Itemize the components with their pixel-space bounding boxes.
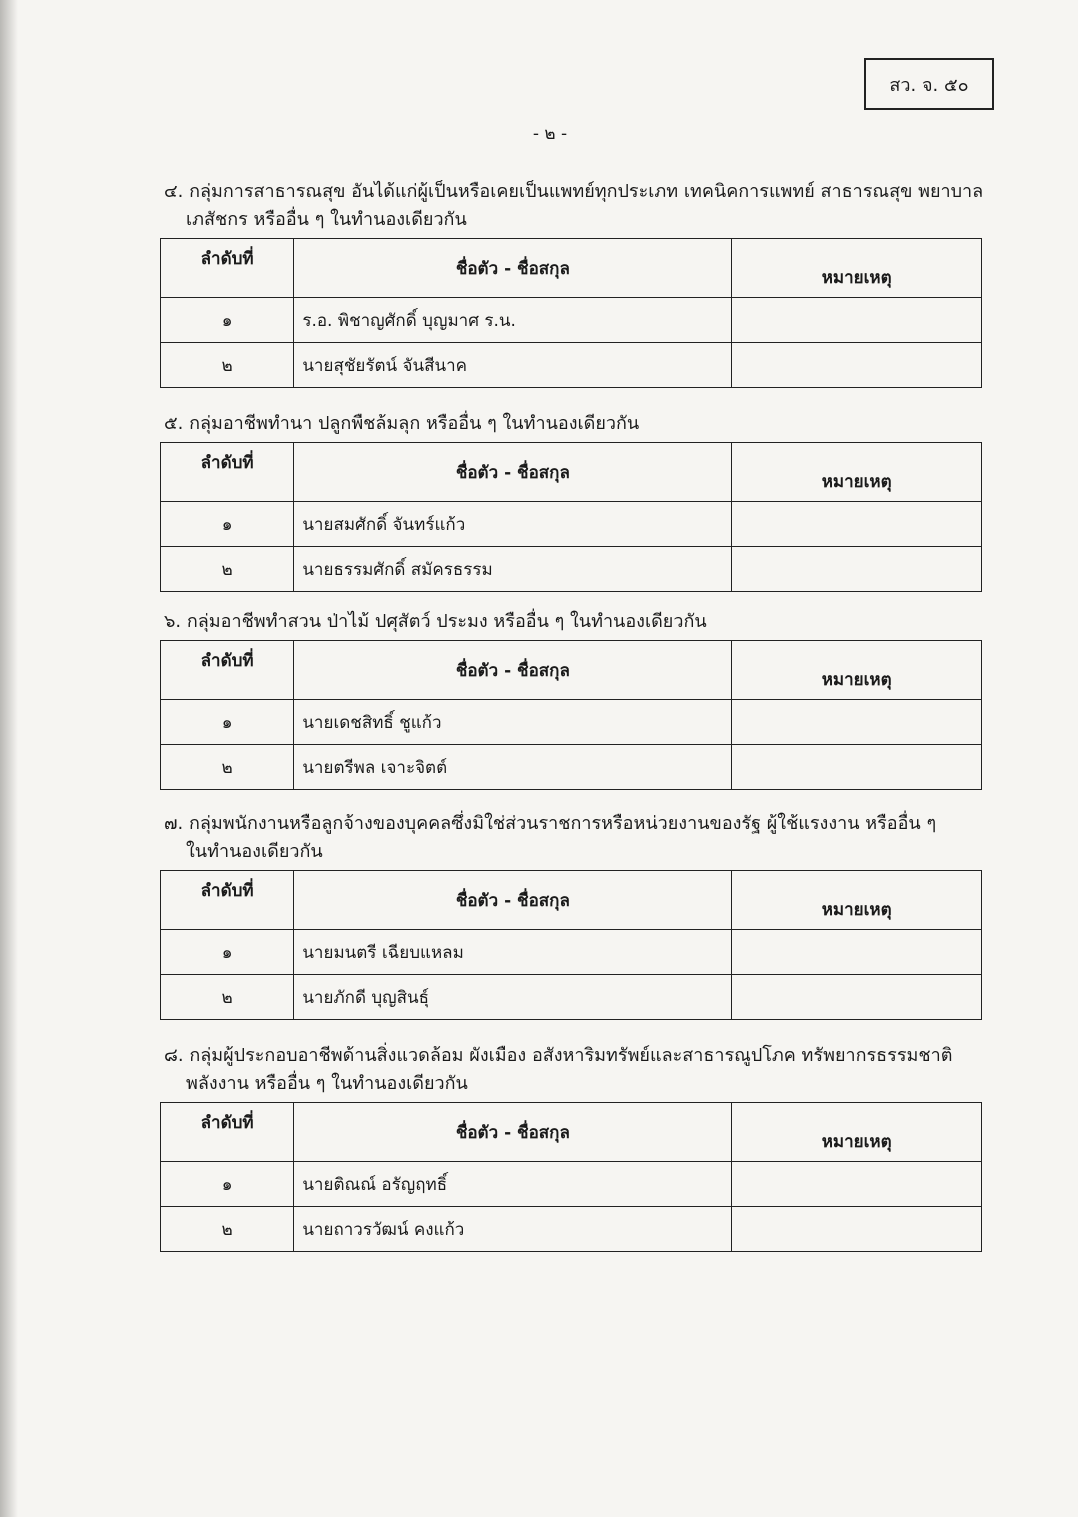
section-title-line2: เภสัชกร หรืออื่น ๆ ในทำนองเดียวกัน [186,209,467,230]
header-remark: หมายเหตุ [732,641,982,700]
header-name: ชื่อตัว - ชื่อสกุล [294,239,732,298]
cell-order: ๒ [161,975,294,1020]
cell-remark [732,298,982,343]
table-row [161,975,982,1020]
header-name: ชื่อตัว - ชื่อสกุล [294,443,732,502]
table-row [161,502,982,547]
header-order: ลำดับที่ [161,641,294,700]
cell-name: นายสมศักดิ์ จันทร์แก้ว [294,502,732,547]
table-row [161,700,982,745]
member-table [160,238,982,388]
cell-remark [732,700,982,745]
table-row [161,745,982,790]
header-remark: หมายเหตุ [732,871,982,930]
page-number: - ๒ - [532,124,568,144]
cell-name: นายตรีพล เจาะจิตต์ [294,745,732,790]
cell-order: ๑ [161,298,294,343]
section-title-line1: ๖. กลุ่มอาชีพทำสวน ป่าไม้ ปศุสัตว์ ประมง หรืออื่น ๆ ในทำนองเดียวกัน [164,611,707,632]
cell-remark [732,343,982,388]
section-title [164,410,988,438]
cell-order: ๑ [161,502,294,547]
section-title-line1: ๔. กลุ่มการสาธารณสุข อันได้แก่ผู้เป็นหรือเคยเป็นแพทย์ทุกประเภท เทคนิคการแพทย์ สาธารณสุข พยาบาล [164,181,984,202]
section-title-line1: ๗. กลุ่มพนักงานหรือลูกจ้างของบุคคลซึ่งมิใช่ส่วนราชการหรือหน่วยงานของรัฐ ผู้ใช้แรงงาน หรืออื่น ๆ [164,813,937,834]
table-row [161,343,982,388]
header-order: ลำดับที่ [161,871,294,930]
cell-remark [732,1207,982,1252]
cell-order: ๑ [161,700,294,745]
header-remark: หมายเหตุ [732,1103,982,1162]
header-order: ลำดับที่ [161,239,294,298]
cell-order: ๒ [161,343,294,388]
table-header-row [161,641,982,700]
section-6 [160,608,988,790]
member-table [160,870,982,1020]
member-table [160,442,982,592]
cell-remark [732,930,982,975]
page-edge-shadow [0,0,18,1517]
section-title-line1: ๘. กลุ่มผู้ประกอบอาชีพด้านสิ่งแวดล้อม ผังเมือง อสังหาริมทรัพย์และสาธารณูปโภค ทรัพยากรธรรมชาติ [164,1045,953,1066]
section-title [164,608,988,636]
cell-order: ๒ [161,1207,294,1252]
cell-order: ๒ [161,745,294,790]
cell-name: นายสุชัยรัตน์ จันสีนาค [294,343,732,388]
section-4 [160,178,988,388]
cell-remark [732,1162,982,1207]
cell-remark [732,975,982,1020]
table-row [161,1162,982,1207]
cell-remark [732,502,982,547]
member-table [160,640,982,790]
cell-name: นายมนตรี เฉียบแหลม [294,930,732,975]
cell-name: นายติณณ์ อรัญฤทธิ์ [294,1162,732,1207]
header-remark: หมายเหตุ [732,443,982,502]
section-7 [160,810,988,1020]
cell-name: ร.อ. พิชาญศักดิ์ บุญมาศ ร.น. [294,298,732,343]
section-title-line2: ในทำนองเดียวกัน [186,841,323,862]
section-8 [160,1042,988,1252]
cell-name: นายภักดี บุญสินธุ์ [294,975,732,1020]
table-row [161,930,982,975]
header-name: ชื่อตัว - ชื่อสกุล [294,641,732,700]
member-table [160,1102,982,1252]
section-title [164,1042,988,1098]
section-title-line1: ๕. กลุ่มอาชีพทำนา ปลูกพืชล้มลุก หรืออื่น ๆ ในทำนองเดียวกัน [164,413,640,434]
table-header-row [161,1103,982,1162]
cell-name: นายเดชสิทธิ์ ชูแก้ว [294,700,732,745]
table-header-row [161,443,982,502]
cell-remark [732,547,982,592]
table-header-row [161,871,982,930]
header-name: ชื่อตัว - ชื่อสกุล [294,1103,732,1162]
table-row [161,1207,982,1252]
header-remark: หมายเหตุ [732,239,982,298]
table-header-row [161,239,982,298]
cell-order: ๑ [161,1162,294,1207]
cell-order: ๑ [161,930,294,975]
cell-order: ๒ [161,547,294,592]
form-code: สว. จ. ๕๐ [889,74,969,96]
cell-name: นายถาวรวัฒน์ คงแก้ว [294,1207,732,1252]
cell-name: นายธรรมศักดิ์ สมัครธรรม [294,547,732,592]
header-order: ลำดับที่ [161,1103,294,1162]
section-title-line2: พลังงาน หรืออื่น ๆ ในทำนองเดียวกัน [186,1073,468,1094]
section-title [164,178,988,234]
form-code-box [864,58,994,110]
table-row [161,547,982,592]
cell-remark [732,745,982,790]
table-row [161,298,982,343]
header-name: ชื่อตัว - ชื่อสกุล [294,871,732,930]
section-5 [160,410,988,592]
header-order: ลำดับที่ [161,443,294,502]
section-title [164,810,988,866]
